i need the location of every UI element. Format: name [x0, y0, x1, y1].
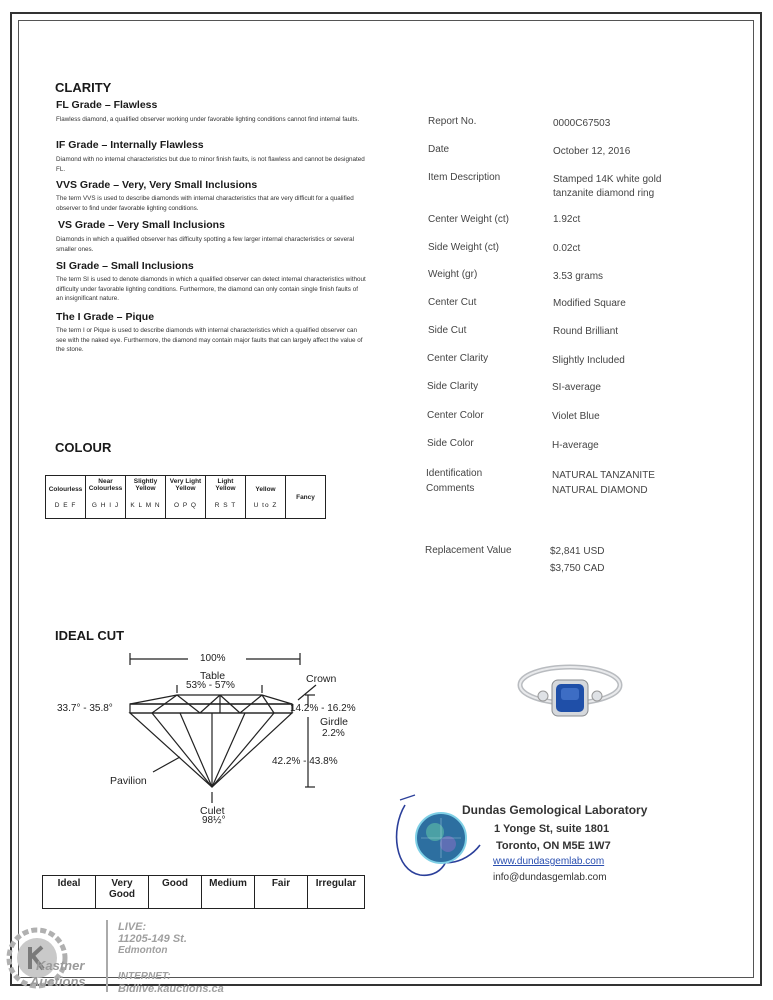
colour-cell-light-yellow: Light Yellow R S T [206, 476, 246, 519]
watermark-divider [106, 920, 108, 992]
side-color-label: Side Color [427, 438, 474, 449]
colour-title: COLOUR [55, 440, 112, 455]
ideal-cut-title: IDEAL CUT [55, 628, 125, 643]
side-weight-label: Side Weight (ct) [428, 242, 499, 253]
grade-vs-desc: Diamonds in which a qualified observer has difficulty spotting a few larger internal characteristics or several smaller ones. [56, 236, 355, 253]
cut-culet-label: Culet [200, 805, 225, 817]
cut-girdle-value: 2.2% [322, 728, 345, 739]
cut-grade-ideal: Ideal [43, 876, 96, 909]
center-color-label: Center Color [427, 410, 484, 421]
colour-cell-yellow: Yellow U to Z [246, 476, 286, 519]
lab-address-line2: Toronto, ON M5E 1W7 [496, 840, 611, 852]
side-cut-label: Side Cut [428, 325, 467, 336]
item-description-value: Stamped 14K white gold tanzanite diamond ring [553, 174, 662, 199]
grade-i-desc: The term I or Pique is used to describe diamonds with internal characteristics which a qualified observer can see with the naked eye. Furthermore, the diamond may contain major faults that can largely affect the value of the stone. [56, 327, 363, 354]
colour-cell-slightly-yellow: Slightly Yellow K L M N [126, 476, 166, 519]
clarity-title: CLARITY [55, 80, 112, 95]
cut-grade-irregular: Irregular [308, 876, 365, 909]
colour-cell-colourless: Colourless D E F [46, 476, 86, 519]
cut-girdle-label: Girdle [320, 716, 349, 728]
grade-if-title: IF Grade – Internally Flawless [56, 139, 204, 151]
cut-grade-very-good: Very Good [96, 876, 149, 909]
replacement-value-cad: $3,750 CAD [550, 563, 605, 574]
center-cut-label: Center Cut [428, 297, 477, 308]
cut-crown-label: Crown [306, 673, 337, 685]
cut-culet-value: 98½° [202, 815, 226, 826]
center-weight-label: Center Weight (ct) [428, 214, 509, 225]
grade-vvs-title: VVS Grade – Very, Very Small Inclusions [56, 179, 258, 191]
center-clarity-label: Center Clarity [427, 353, 489, 364]
colour-scale-table [45, 475, 326, 519]
side-color-value: H-average [552, 440, 599, 451]
center-clarity-value: Slightly Included [552, 355, 625, 366]
grade-vvs-desc: The term VVS is used to describe diamonds with internal characteristics that are very difficult for a qualified observer to find under favorable lighting conditions. [56, 195, 354, 212]
brand-line1: Kastner [36, 958, 85, 973]
hologram-seal [415, 812, 467, 864]
item-description-label: Item Description [428, 172, 501, 183]
ring-photo [505, 640, 635, 735]
lab-address-line1: 1 Yonge St, suite 1801 [494, 823, 610, 835]
identification-comments-label: Identification Comments [426, 468, 483, 494]
cut-grade-fair: Fair [255, 876, 308, 909]
cut-table-label: Table [200, 670, 226, 682]
center-cut-value: Modified Square [553, 298, 626, 309]
live-address2: Edmonton [118, 945, 168, 956]
internet-label: INTERNET: [118, 971, 171, 982]
cut-grade-medium: Medium [202, 876, 255, 909]
grade-si-desc: The term SI is used to denote diamonds in which a qualified observer can detect internal characteristics without difficulty under favorable lighting conditions. Furthermore, the diamond can only contain single finish faults of an insignificant nature. [56, 276, 366, 303]
identification-comments-value: NATURAL TANZANITE NATURAL DIAMOND [552, 470, 655, 496]
cut-grade-good: Good [149, 876, 202, 909]
side-weight-value: 0.02ct [553, 243, 581, 254]
cut-table-range: 53% - 57% [186, 680, 235, 691]
live-label: LIVE: [118, 921, 147, 933]
weight-value: 3.53 grams [553, 271, 604, 282]
grade-vs-title: VS Grade – Very Small Inclusions [58, 219, 225, 231]
cut-crown-height: 14.2% - 16.2% [290, 703, 356, 714]
replacement-value-label: Replacement Value [425, 545, 512, 556]
cut-grade-table [42, 875, 365, 909]
grade-if-desc: Diamond with no internal characteristics but due to minor finish faults, is not flawless and cannot be designated FL. [56, 156, 365, 173]
colour-cell-near-colourless: Near Colourless G H I J [86, 476, 126, 519]
lab-name: Dundas Gemological Laboratory [462, 803, 648, 817]
weight-label: Weight (gr) [428, 269, 478, 280]
grade-si-title: SI Grade – Small Inclusions [56, 260, 194, 272]
lab-website-link[interactable]: www.dundasgemlab.com [493, 856, 605, 867]
replacement-value-usd: $2,841 USD [550, 546, 605, 557]
side-clarity-label: Side Clarity [427, 381, 479, 392]
grade-fl-title: FL Grade – Flawless [56, 99, 158, 111]
cut-pavilion-depth: 42.2% - 43.8% [272, 756, 338, 767]
colour-cell-very-light-yellow: Very Light Yellow O P Q [166, 476, 206, 519]
report-no-label: Report No. [428, 116, 477, 127]
center-color-value: Violet Blue [552, 411, 600, 422]
report-no-value: 0000C67503 [553, 118, 611, 129]
cut-crown-angle: 33.7° - 35.8° [57, 703, 113, 714]
cut-pavilion-label: Pavilion [110, 775, 147, 787]
side-clarity-value: SI-average [552, 382, 601, 393]
date-value: October 12, 2016 [553, 146, 631, 157]
grade-fl-desc: Flawless diamond, a qualified observer working under favorable lighting conditions cannot find internal faults. [56, 116, 360, 123]
side-cut-value: Round Brilliant [553, 326, 619, 337]
live-address1: 11205-149 St. [118, 933, 187, 945]
brand-line2: Auctions [30, 974, 86, 989]
internet-url: Bidlive.kauctions.ca [118, 983, 224, 995]
colour-cell-fancy: Fancy [286, 476, 326, 519]
cut-width-label: 100% [200, 653, 226, 664]
grade-i-title: The I Grade – Pique [56, 311, 155, 323]
lab-email: info@dundasgemlab.com [493, 872, 607, 883]
center-weight-value: 1.92ct [553, 214, 581, 225]
date-label: Date [428, 144, 450, 155]
